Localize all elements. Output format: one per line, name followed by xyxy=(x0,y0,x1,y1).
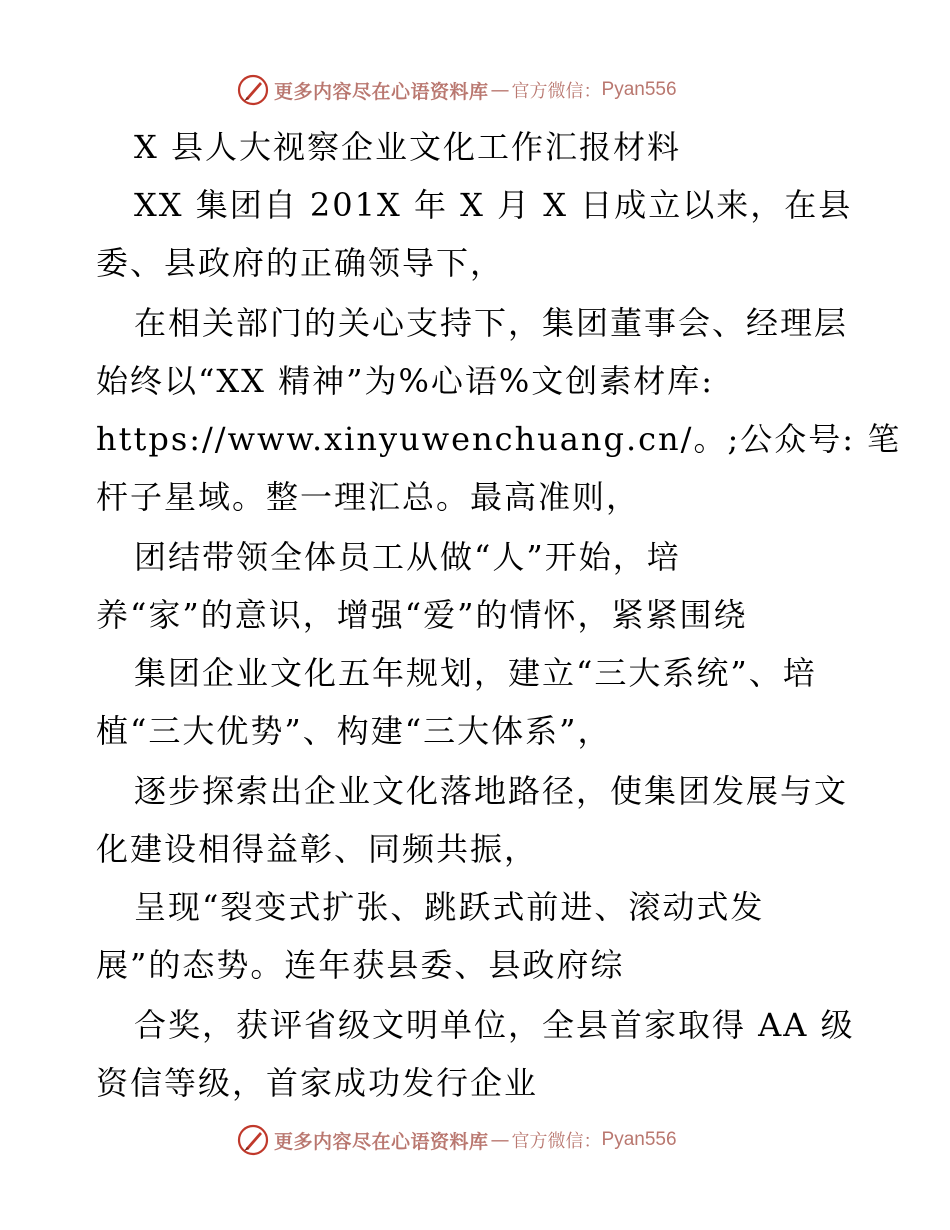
watermark-wechat-label: 官方微信： xyxy=(511,1131,602,1152)
quill-pen-logo-icon xyxy=(236,73,270,107)
paragraph-line: 逐步探索出企业文化落地路径，使集团发展与文 xyxy=(134,772,849,810)
quill-pen-logo-icon xyxy=(236,1123,270,1157)
watermark-slogan: 更多内容尽在心语资料库 xyxy=(274,80,489,103)
watermark-slogan: 更多内容尽在心语资料库 xyxy=(274,1130,489,1153)
paragraph-line: 呈现“裂变式扩张、跳跃式前进、滚动式发 xyxy=(134,888,765,926)
paragraph-line: 合奖，获评省级文明单位，全县首家取得 AA 级 xyxy=(134,1006,855,1044)
watermark-wechat-label: 官方微信： xyxy=(511,81,602,102)
paragraph-line: 展”的态势。连年获县委、县政府综 xyxy=(96,946,625,984)
paragraph-line: 化建设相得益彰、同频共振， xyxy=(96,830,539,868)
paragraph-line: 团结带领全体员工从做“人”开始，培 xyxy=(134,538,681,576)
paragraph-line: 养“家”的意识，增强“爱”的情怀，紧紧围绕 xyxy=(96,596,748,634)
watermark-wechat-id: Pyan556 xyxy=(601,79,677,100)
watermark-banner-top xyxy=(236,72,677,108)
document-title: X 县人大视察企业文化工作汇报材料 xyxy=(134,128,681,166)
paragraph-line: https://www.xinyuwenchuang.cn/。;公众号: 笔 xyxy=(96,420,902,458)
paragraph-line: 植“三大优势”、构建“三大体系”， xyxy=(96,712,612,750)
watermark-dash: — xyxy=(490,1129,510,1151)
paragraph-line: 在相关部门的关心支持下，集团董事会、经理层 xyxy=(134,304,849,342)
paragraph-line: 集团企业文化五年规划，建立“三大系统”、培 xyxy=(134,654,817,692)
paragraph-line: 委、县政府的正确领导下， xyxy=(96,244,505,282)
paragraph-line: XX 集团自 201X 年 X 月 X 日成立以来，在县 xyxy=(134,186,853,224)
paragraph-line: 杆子星域。整一理汇总。最高准则， xyxy=(96,478,641,516)
watermark-wechat-id: Pyan556 xyxy=(601,1129,677,1150)
paragraph-line: 资信等级，首家成功发行企业 xyxy=(96,1064,539,1102)
watermark-dash: — xyxy=(490,79,510,101)
paragraph-line: 始终以“XX 精神”为%心语%文创素材库: xyxy=(96,362,715,400)
watermark-banner-bottom xyxy=(236,1122,677,1158)
